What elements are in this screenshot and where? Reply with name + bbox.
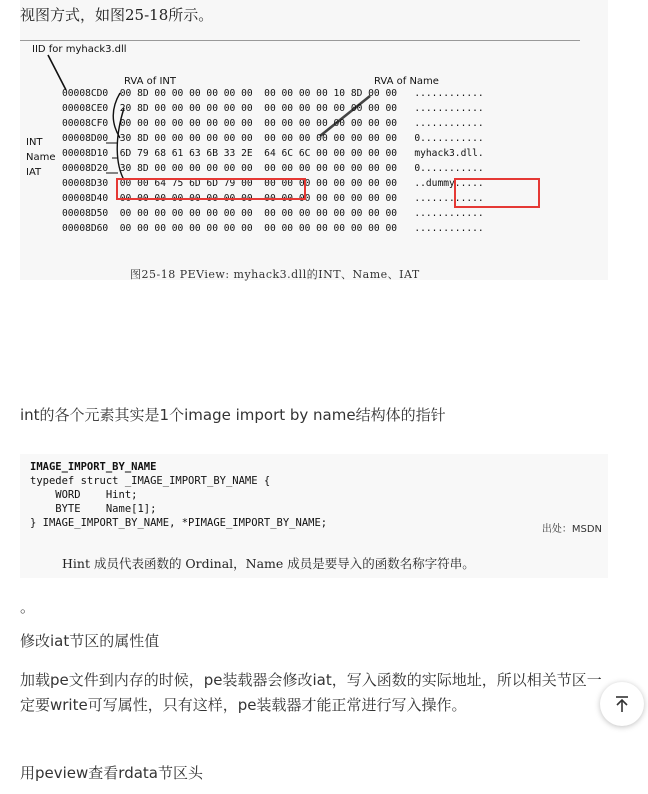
hex-row: 00008CF0 00 00 00 00 00 00 00 00 00 00 00 00 00 00 00 00 ............ bbox=[62, 118, 484, 129]
int-side-label: INT bbox=[26, 137, 43, 148]
rva-int-label: RVA of INT bbox=[124, 76, 176, 87]
paragraph-int-elements: int的各个元素其实是1个image import by name结构体的指针 bbox=[20, 406, 446, 424]
code-description: Hint 成员代表函数的 Ordinal，Name 成员是要导入的函数名称字符串。 bbox=[62, 556, 475, 571]
code-line: IMAGE_IMPORT_BY_NAME bbox=[30, 461, 157, 473]
hex-row: 00008D20 30 8D 00 00 00 00 00 00 00 00 00 00 00 00 00 00 0........... bbox=[62, 163, 484, 174]
hex-row: 00008D50 00 00 00 00 00 00 00 00 00 00 00 00 00 00 00 00 ............ bbox=[62, 208, 484, 219]
back-to-top-button[interactable] bbox=[600, 682, 644, 726]
code-line: WORD Hint; bbox=[30, 489, 138, 501]
paragraph-dot: 。 bbox=[20, 598, 36, 616]
code-line: typedef struct _IMAGE_IMPORT_BY_NAME { bbox=[30, 475, 271, 487]
hex-row: 00008D00 30 8D 00 00 00 00 00 00 00 00 00 00 00 00 00 00 0........... bbox=[62, 133, 484, 144]
paragraph-iat-write: 加载pe文件到内存的时候，pe装载器会修改iat，写入函数的实际地址，所以相关节区一定要write可写属性，只有这样，pe装载器才能正常进行写入操作。 bbox=[20, 671, 602, 714]
code-source-label: 出处：MSDN bbox=[541, 524, 602, 535]
dummy-ascii-highlight bbox=[454, 178, 540, 208]
hex-row: 00008CD0 00 8D 00 00 00 00 00 00 00 00 00 00 10 8D 00 00 ............ bbox=[62, 88, 484, 99]
paragraph-rdata: 用peview查看rdata节区头 bbox=[20, 764, 203, 782]
rva-name-label: RVA of Name bbox=[374, 76, 439, 87]
figure-intro-text: 视图方式，如图25-18所示。 bbox=[20, 6, 214, 24]
code-line: } IMAGE_IMPORT_BY_NAME, *PIMAGE_IMPORT_BY_NAME; bbox=[30, 517, 328, 529]
arrow-up-icon bbox=[612, 694, 632, 714]
iid-label: IID for myhack3.dll bbox=[32, 44, 127, 55]
hex-row: 00008D40 00 00 00 00 00 00 00 00 00 00 00 00 00 00 00 00 ............ bbox=[62, 193, 484, 204]
hex-row: 00008D60 00 00 00 00 00 00 00 00 00 00 00 00 00 00 00 00 ............ bbox=[62, 223, 484, 234]
hex-row: 00008CE0 20 8D 00 00 00 00 00 00 00 00 00 00 00 00 00 00 ............ bbox=[62, 103, 484, 114]
figure-code-scan bbox=[20, 454, 608, 578]
section-heading: 修改iat节区的属性值 bbox=[20, 632, 160, 650]
code-block bbox=[30, 460, 327, 530]
hex-dump bbox=[62, 88, 484, 238]
figure-caption: 图25-18 PEView: myhack3.dll的INT、Name、IAT bbox=[130, 268, 420, 281]
dummy-hex-highlight bbox=[116, 178, 306, 200]
hex-row: 00008D30 00 00 64 75 6D 6D 79 00 00 00 00 00 00 00 00 00 ..dummy..... bbox=[62, 178, 484, 189]
name-side-label: Name bbox=[26, 152, 56, 163]
hex-row: 00008D10 6D 79 68 61 63 6B 33 2E 64 6C 6C 00 00 00 00 00 myhack3.dll. bbox=[62, 148, 484, 159]
iid-arrow bbox=[48, 55, 66, 90]
figure-peview-scan bbox=[20, 0, 608, 280]
iat-side-label: IAT bbox=[26, 167, 42, 178]
code-line: BYTE Name[1]; bbox=[30, 503, 157, 515]
